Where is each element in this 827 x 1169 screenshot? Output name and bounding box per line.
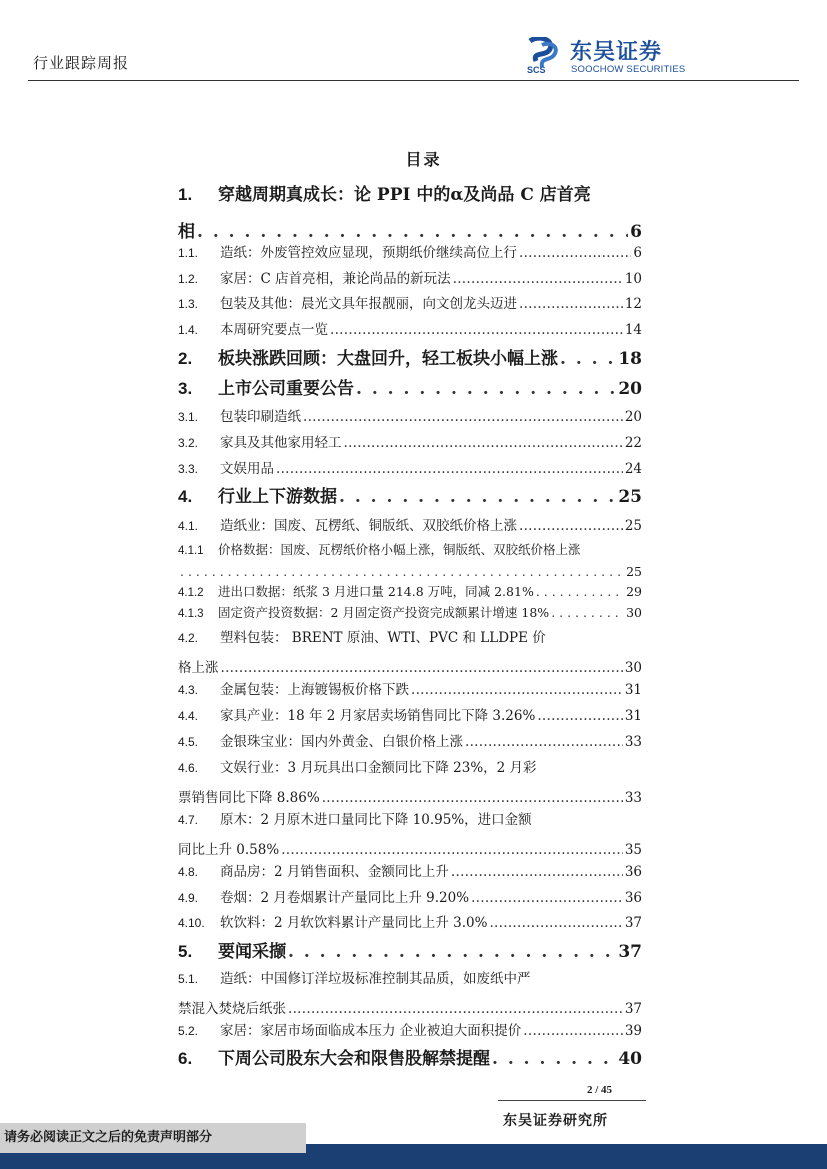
- toc-entry-title: 下周公司股东大会和限售股解禁提醒: [218, 1049, 490, 1069]
- toc-entry-title: 上市公司重要公告: [218, 379, 354, 399]
- toc-entry-3-2[interactable]: [178, 431, 642, 451]
- toc-entry-title-cont: 相: [178, 222, 195, 242]
- toc-entry-4-5[interactable]: [178, 730, 642, 750]
- toc-entry-page: 33: [624, 734, 642, 750]
- toc-entry-4-1-3[interactable]: [178, 603, 642, 621]
- dot-leader: [288, 942, 616, 962]
- toc-entry-title: 软饮料：2 月软饮料累计产量同比上升 3.0%: [220, 915, 488, 931]
- toc-entry-1[interactable]: [178, 180, 642, 242]
- toc-title: 目录: [405, 150, 442, 169]
- toc-entry-title: 固定资产投资数据：2 月固定资产投资完成额累计增速 18%: [218, 605, 550, 620]
- dot-leader: [303, 409, 623, 425]
- toc-entry-title: 价格数据：国废、瓦楞纸价格小幅上涨，铜版纸、双胶纸价格上涨: [218, 542, 581, 557]
- header-divider: [28, 80, 799, 81]
- toc-entry-title: 金银珠宝业：国内外黄金、白银价格上涨: [220, 734, 463, 750]
- toc-entry-4-1-2[interactable]: [178, 582, 642, 600]
- toc-entry-page: 39: [624, 1023, 642, 1039]
- dot-leader: [453, 271, 623, 287]
- toc-entry-4[interactable]: [178, 482, 642, 507]
- toc-entry-number: 1.4.: [178, 323, 199, 337]
- toc-entry-title: 商品房：2 月销售面积、金额同比上升: [220, 864, 449, 880]
- institution-name: 东吴证券研究所: [503, 1113, 608, 1129]
- toc-entry-1-4[interactable]: [178, 318, 642, 338]
- toc-entry-title: 家居：C 店首亮相，兼论尚品的新玩法: [220, 271, 451, 287]
- toc-entry-number: 6.: [178, 1049, 193, 1068]
- dot-leader: [537, 708, 622, 724]
- toc-entry-page: 24: [624, 461, 642, 477]
- toc-entry-number: 3.1.: [178, 410, 199, 424]
- toc-entry-page: 6: [630, 222, 642, 242]
- toc-entry-number: 1.: [178, 185, 193, 204]
- toc-entry-number: 5.: [178, 942, 193, 961]
- toc-entry-page: 25: [626, 564, 642, 579]
- footer-band-stripe: [306, 1144, 827, 1153]
- toc-entry-page: 31: [624, 708, 642, 724]
- toc-entry-number: 5.1.: [178, 972, 199, 986]
- toc-entry-page: 20: [618, 379, 642, 399]
- toc-entry-page: 12: [624, 296, 642, 312]
- toc-entry-number: 1.3.: [178, 297, 199, 311]
- dot-leader: [551, 605, 624, 620]
- toc-entry-number: 3.2.: [178, 436, 199, 450]
- toc-entry-page: 25: [624, 518, 642, 534]
- toc-entry-4-3[interactable]: [178, 678, 642, 698]
- svg-text:SCS: SCS: [527, 65, 546, 75]
- toc-entry-title: 卷烟：2 月卷烟累计产量同比上升 9.20%: [220, 890, 470, 906]
- toc-entry-number: 4.5.: [178, 735, 199, 749]
- toc-entry-title: 塑料包装： BRENT 原油、WTI、PVC 和 LLDPE 价: [220, 630, 546, 646]
- toc-entry-title: 文娱行业：3 月玩具出口金额同比下降 23%，2 月彩: [220, 760, 537, 776]
- toc-entry-number: 2.: [178, 349, 193, 368]
- toc-entry-1-3[interactable]: [178, 292, 642, 312]
- toc-entry-4-1-1[interactable]: [178, 540, 642, 579]
- toc-entry-title: 穿越周期真成长：论 PPI 中的α及尚品 C 店首亮: [218, 185, 591, 205]
- toc-entry-number: 3.3.: [178, 462, 199, 476]
- dot-leader: [519, 296, 623, 312]
- toc-entry-number: 1.1.: [178, 246, 199, 260]
- toc-entry-title: 要闻采撷: [218, 942, 286, 962]
- toc-entry-1-1[interactable]: [178, 241, 642, 261]
- dot-leader: [221, 660, 623, 676]
- toc-entry-3[interactable]: [178, 374, 642, 399]
- logo-cn-text: 东吴证券: [570, 40, 663, 65]
- dot-leader: [276, 461, 623, 477]
- toc-entry-page: 37: [624, 1001, 642, 1017]
- toc-entry-title: 文娱用品: [220, 461, 274, 477]
- toc-entry-title-cont: 同比上升 0.58%: [178, 842, 280, 858]
- dot-leader: [330, 322, 623, 338]
- toc-entry-page: 37: [624, 915, 642, 931]
- toc-entry-number: 4.: [178, 487, 193, 506]
- toc-entry-4-6[interactable]: [178, 756, 642, 806]
- toc-entry-4-1[interactable]: [178, 514, 642, 534]
- toc-entry-page: 40: [618, 1049, 642, 1069]
- toc-entry-page: 14: [624, 322, 642, 338]
- toc-entry-number: 4.1.2: [178, 587, 204, 599]
- toc-entry-number: 4.9.: [178, 891, 199, 905]
- report-type-label: 行业跟踪周报: [33, 54, 130, 72]
- toc-entry-title-cont: 禁混入焚烧后纸张: [178, 1001, 286, 1017]
- dot-leader: [197, 222, 628, 242]
- toc-entry-page: 33: [624, 790, 642, 806]
- dot-leader: [322, 790, 623, 806]
- toc-entry-title-cont: 票销售同比下降 8.86%: [178, 790, 320, 806]
- disclaimer-notice: 请务必阅读正文之后的免责声明部分: [0, 1123, 306, 1153]
- dot-leader: [288, 1001, 623, 1017]
- soochow-logo-icon: [524, 37, 564, 75]
- toc-entry-title: 进出口数据：纸浆 3 月进口量 214.8 万吨，同减 2.81%: [218, 584, 534, 599]
- toc-entry-number: 4.8.: [178, 865, 199, 879]
- toc-entry-number: 4.1.1: [178, 545, 204, 557]
- dot-leader: [471, 890, 623, 906]
- toc-entry-4-2[interactable]: [178, 626, 642, 676]
- toc-entry-3-3[interactable]: [178, 457, 642, 477]
- toc-entry-page: 30: [626, 605, 642, 620]
- footer-band: [0, 1153, 827, 1169]
- toc-entry-page: 18: [618, 349, 642, 369]
- dot-leader: [180, 564, 624, 579]
- toc-entry-3-1[interactable]: [178, 405, 642, 425]
- toc-entry-title: 包装及其他：晨光文具年报靓丽，向文创龙头迈进: [220, 296, 517, 312]
- toc-entry-page: 6: [633, 245, 642, 261]
- dot-leader: [489, 915, 622, 931]
- toc-entry-title: 造纸：中国修订洋垃圾标准控制其品质，如废纸中严: [220, 971, 531, 987]
- toc-entry-page: 36: [624, 890, 642, 906]
- dot-leader: [344, 435, 623, 451]
- toc-entry-5[interactable]: [178, 937, 642, 962]
- toc-entry-number: 4.6.: [178, 761, 199, 775]
- toc-entry-page: 29: [626, 584, 642, 599]
- dot-leader: [281, 842, 623, 858]
- toc-entry-6[interactable]: [178, 1044, 642, 1069]
- toc-entry-number: 4.7.: [178, 813, 199, 827]
- toc-entry-title: 造纸：外废管控效应显现，预期纸价继续高位上行: [220, 245, 517, 261]
- toc-entry-4-9[interactable]: [178, 886, 642, 906]
- toc-entry-number: 5.2.: [178, 1024, 199, 1038]
- dot-leader: [465, 734, 623, 750]
- dot-leader: [536, 584, 624, 599]
- toc-entry-page: 22: [624, 435, 642, 451]
- toc-entry-4-8[interactable]: [178, 860, 642, 880]
- page-number: 2 / 45: [587, 1084, 613, 1096]
- dot-leader: [356, 379, 616, 399]
- toc-entry-title: 家具产业：18 年 2 月家居卖场销售同比下降 3.26%: [220, 708, 536, 724]
- company-logo: [524, 35, 704, 79]
- toc-entry-number: 4.2.: [178, 631, 199, 645]
- dot-leader: [411, 682, 623, 698]
- toc-entry-title: 本周研究要点一览: [220, 322, 328, 338]
- toc-entry-page: 35: [624, 842, 642, 858]
- dot-leader: [339, 487, 616, 507]
- toc-entry-page: 20: [624, 409, 642, 425]
- toc-entry-title: 家具及其他家用轻工: [220, 435, 342, 451]
- toc-entry-title: 包装印刷造纸: [220, 409, 301, 425]
- toc-entry-number: 4.4.: [178, 709, 199, 723]
- toc-entry-title-cont: 格上涨: [178, 660, 219, 676]
- toc-entry-number: 4.1.: [178, 519, 199, 533]
- dot-leader: [560, 349, 616, 369]
- dot-leader: [519, 245, 631, 261]
- toc-entry-page: 10: [624, 271, 642, 287]
- toc-entry-5-1[interactable]: [178, 967, 642, 1017]
- toc-entry-number: 4.1.3: [178, 608, 204, 620]
- toc-entry-4-10[interactable]: [178, 911, 642, 931]
- toc-entry-page: 36: [624, 864, 642, 880]
- toc-entry-title: 造纸业：国废、瓦楞纸、铜版纸、双胶纸价格上涨: [220, 518, 517, 534]
- dot-leader: [451, 864, 623, 880]
- footer-divider: [498, 1100, 646, 1101]
- toc-entry-title: 家居：家居市场面临成本压力 企业被迫大面积提价: [220, 1023, 522, 1039]
- toc-entry-title: 行业上下游数据: [218, 487, 337, 507]
- dot-leader: [492, 1049, 616, 1069]
- toc-entry-number: 4.10.: [178, 916, 205, 930]
- toc-entry-number: 4.3.: [178, 683, 199, 697]
- toc-entry-page: 37: [618, 942, 642, 962]
- toc-entry-page: 31: [624, 682, 642, 698]
- toc-entry-title: 金属包装：上海镀锡板价格下跌: [220, 682, 409, 698]
- dot-leader: [523, 1023, 623, 1039]
- logo-en-text: SOOCHOW SECURITIES: [571, 64, 686, 75]
- toc-entry-number: 1.2.: [178, 272, 199, 286]
- toc-entry-5-2[interactable]: [178, 1019, 642, 1039]
- toc-entry-title: 原木：2 月原木进口量同比下降 10.95%，进口金额: [220, 812, 532, 828]
- toc-entry-page: 30: [624, 660, 642, 676]
- toc-entry-4-4[interactable]: [178, 704, 642, 724]
- dot-leader: [519, 518, 623, 534]
- toc-entry-title: 板块涨跌回顾：大盘回升，轻工板块小幅上涨: [218, 349, 558, 369]
- toc-entry-1-2[interactable]: [178, 267, 642, 287]
- toc-entry-4-7[interactable]: [178, 808, 642, 858]
- toc-entry-2[interactable]: [178, 344, 642, 369]
- toc-entry-number: 3.: [178, 379, 193, 398]
- toc-entry-page: 25: [618, 487, 642, 507]
